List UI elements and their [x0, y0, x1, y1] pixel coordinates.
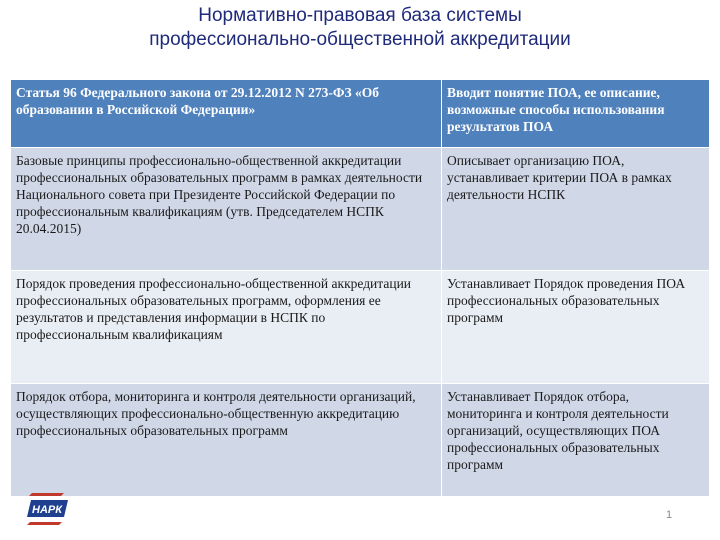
logo-text: НАРК	[32, 504, 62, 516]
title-line-1: Нормативно-правовая база системы	[198, 5, 522, 26]
table-header-row	[11, 80, 710, 148]
table-cell-description: Описывает организацию ПОА, устанавливает критерии ПОА в рамках деятельности НСПК	[442, 148, 710, 271]
slide-title	[0, 4, 720, 52]
table-cell-description: Устанавливает Порядок отбора, мониторинга и контроля деятельности организаций, осуществляющих ПОА профессиональных образовательных программ	[442, 384, 710, 497]
table-cell-document: Порядок отбора, мониторинга и контроля деятельности организаций, осуществляющих профессионально-общественную аккредитацию профессиональных образовательных программ	[11, 384, 442, 497]
table-row	[11, 271, 710, 384]
table-row	[11, 148, 710, 271]
page-number: 1	[666, 509, 673, 521]
table-row	[11, 384, 710, 497]
header-cell-law: Статья 96 Федерального закона от 29.12.2012 N 273-ФЗ «Об образовании в Российской Федерации»	[11, 80, 442, 148]
table-cell-document: Базовые принципы профессионально-общественной аккредитации профессиональных образовательных программ в рамках деятельности Национального совета при Президенте Российской Федерации по профессиональным квалификациям (утв. Председателем НСПК 20.04.2015)	[11, 148, 442, 271]
regulatory-table	[10, 79, 710, 497]
table-cell-document: Порядок проведения профессионально-общественной аккредитации профессиональных образовательных программ, оформления ее результатов и представления информации в НСПК по профессиональным квалификациям	[11, 271, 442, 384]
table-cell-description: Устанавливает Порядок проведения ПОА профессиональных образовательных программ	[442, 271, 710, 384]
title-line-2: профессионально-общественной аккредитации	[149, 29, 571, 50]
nark-logo-icon	[24, 491, 72, 527]
nark-logo	[24, 491, 72, 527]
header-cell-description: Вводит понятие ПОА, ее описание, возможные способы использования результатов ПОА	[442, 80, 710, 148]
